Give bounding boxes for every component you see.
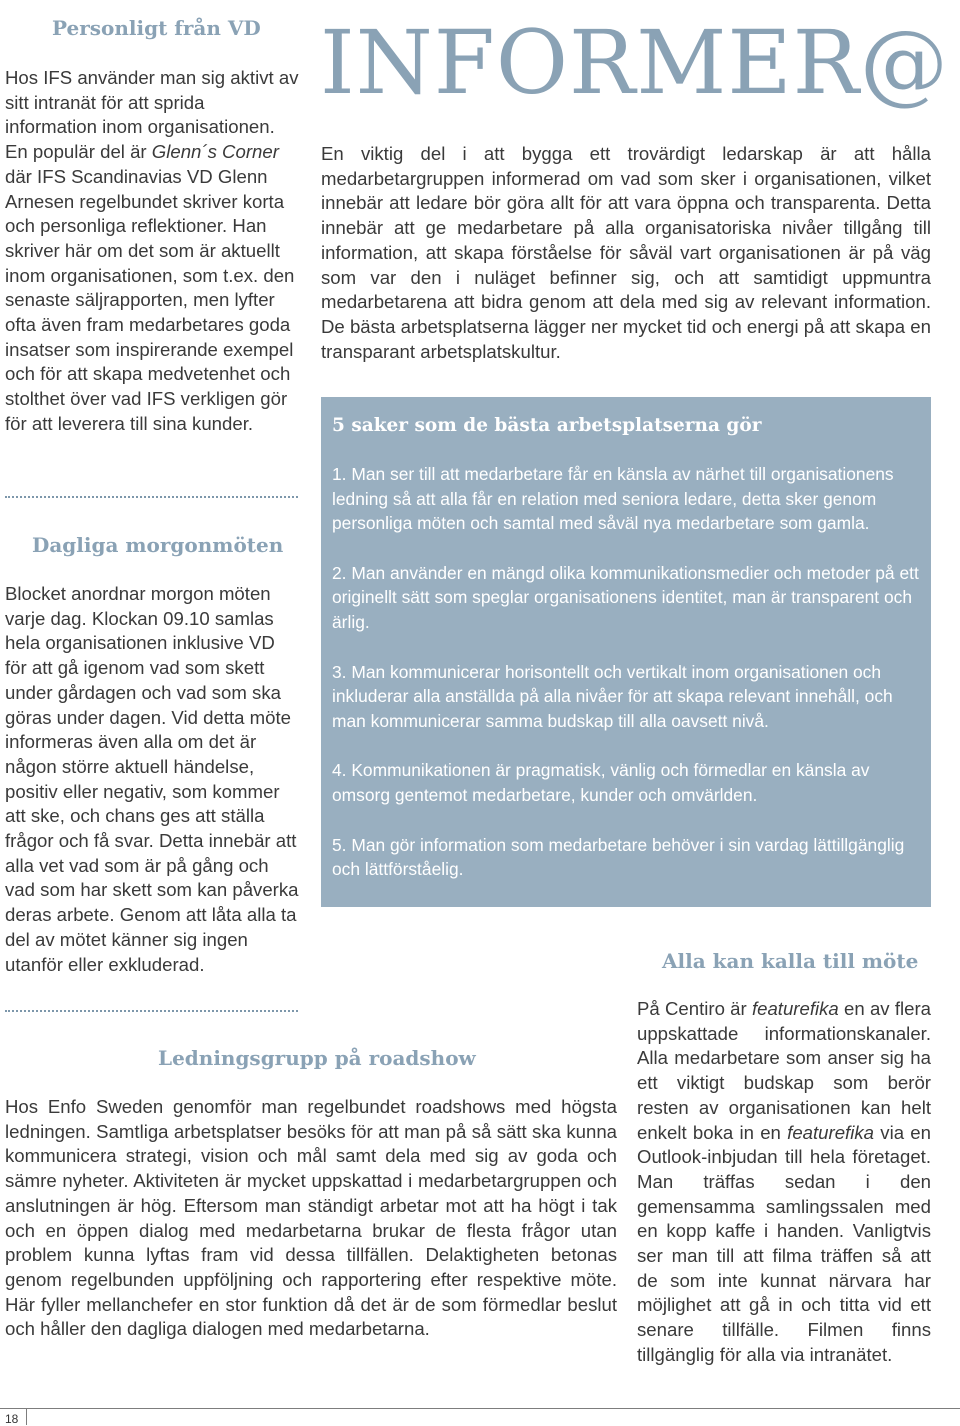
vd-text-b: där IFS Scandinavias VD Glenn Arnesen regelbundet skriver korta och personliga reflektioner. Han skriver här om det som är aktuellt inom organisationen, som t.ex. den senaste säljrapporten, men lyfter ofta även fram medarbetares goda insatser som inspirerande exempel och för att skapa medvetenhet och stolthet över vad IFS verkligen gör för att leverera till sina kunder. <box>5 165 295 434</box>
intro-text: En viktig del i att bygga ett trovärdigt ledarskap är att hålla medarbetargruppen informerad om vad som sker i organisationen, vilket innebär att ledare bör göra allt för att vara öppna och transparenta. Detta innebär att ge medarbetare på alla organisatoriska nivåer tillgång till information, att skapa förståelse för såväl vart organisationen är på väg som var den i nuläget befinner sig, och att samtidigt uppmuntra medarbetarena att bidra genom att dela med sig av relevant information. De bästa arbetsplatserna lägger ner mycket tid och energi på att skapa en transparant arbetsplatskultur. <box>321 143 931 362</box>
footer-tick <box>26 1408 27 1425</box>
tips-item: 5. Man gör information som medarbetare behöver i sin vardag lättillgänglig och lättförståelig. <box>332 834 905 880</box>
vd-article <box>5 66 300 437</box>
divider-bottom <box>5 1010 298 1012</box>
morgon-article: Blocket anordnar morgon möten varje dag. Klockan 09.10 samlas hela organisationen inklusive VD för att gå igenom vad som skett under gårdagen och vad som ska göras under dagen. Vid detta möte informeras även alla om det är någon större aktuell händelse, positiv eller negativ, som kommer att ske, och chans ges att ställa frågor och få svar. Detta innebär att alla vet vad som är på gång och vad som har skett som kan påverka deras arbete. Genom att låta alla ta del av mötet känner sig ingen utanför eller exkluderad. <box>5 583 299 975</box>
divider-top <box>5 496 298 498</box>
masthead-title: INFORMER@ <box>320 11 949 114</box>
vd-heading: Personligt från VD <box>52 16 261 40</box>
featurefika-em: featurefika <box>751 998 839 1019</box>
roadshow-heading: Ledningsgrupp på roadshow <box>158 1046 476 1070</box>
tips-item: 2. Man använder en mängd olika kommunikationsmedier och metoder på ett originellt sätt som speglar organisationens identitet, man är transparent och ärlig. <box>332 562 919 632</box>
mote-text-1: På Centiro är <box>637 998 752 1019</box>
tips-item: 3. Man kommunicerar horisontellt och vertikalt inom organisationen och inkluderar alla anställda på alla nivåer för att skapa relevant innehåll, och man kommunicerar samma budskap till alla oavsett nivå. <box>332 661 893 731</box>
roadshow-article: Hos Enfo Sweden genomför man regelbundet roadshows med högsta ledningen. Samtliga arbetsplatser besöks för att man på så sätt ska kunna kommunicera strategi, vision och mål samt dela med sig av goda och sämre nyheter. Aktiviteten är mycket uppskattad i medarbetargruppen och anslutningen är hög. Eftersom man ständigt arbetar mot att ha högt i tak och en öppen dialog med medarbetarna brukar de flesta frågor utan problem kunna lyftas fram vid dessa tillfällen. Delaktigheten betonas genom regelbunden uppföljning och rapportering efter respektive möte. Här fyller mellanchefer en stor funktion då det är de som förmedlar beslut och håller den dagliga dialogen med medarbetarna. <box>5 1096 617 1340</box>
morgon-heading: Dagliga morgonmöten <box>32 533 284 557</box>
mote-article <box>637 997 931 1368</box>
footer-rule <box>0 1408 960 1409</box>
tips-item: 4. Kommunikationen är pragmatisk, vänlig och förmedlar en känsla av omsorg gentemot medarbetare, kunder och omvärlden. <box>332 760 870 805</box>
page-number: 18 <box>5 1412 19 1426</box>
tips-box <box>321 397 931 907</box>
tips-box-title: 5 saker som de bästa arbetsplatserna gör <box>332 415 762 436</box>
mote-heading: Alla kan kalla till möte <box>662 949 919 973</box>
vd-text-a: Hos IFS använder man sig aktivt av sitt intranät för att sprida information inom organisationen. En populär del är <box>5 67 299 163</box>
tips-list <box>332 462 924 907</box>
mote-text-3: via en Outlook-inbjudan till hela företaget. Man träffas sedan i den gemensamma samlingssalen med en kopp kaffe i handen. Vanligtvis ser man till att filma träffen så att de som inte kunnat närvara har möjlighet att gå in och titta vid ett senare tillfälle. Filmen finns tillgänglig för alla via intranätet. <box>637 1121 931 1365</box>
tips-item: 1. Man ser till att medarbetare får en känsla av närhet till organisationens ledning så att alla får en relation med seniora ledare, detta sker genom personliga möten och samtal med såväl nya medarbetare som gamla. <box>332 464 894 534</box>
glenns-corner-em: Glenn´s Corner <box>151 141 279 163</box>
mote-text-2: en av flera uppskattade informationskanaler. Alla medarbetare som anser sig ha ett viktigt budskap som berör resten av organisationen kan helt enkelt boka in en <box>637 998 931 1143</box>
featurefika-em: featurefika <box>787 1121 874 1143</box>
